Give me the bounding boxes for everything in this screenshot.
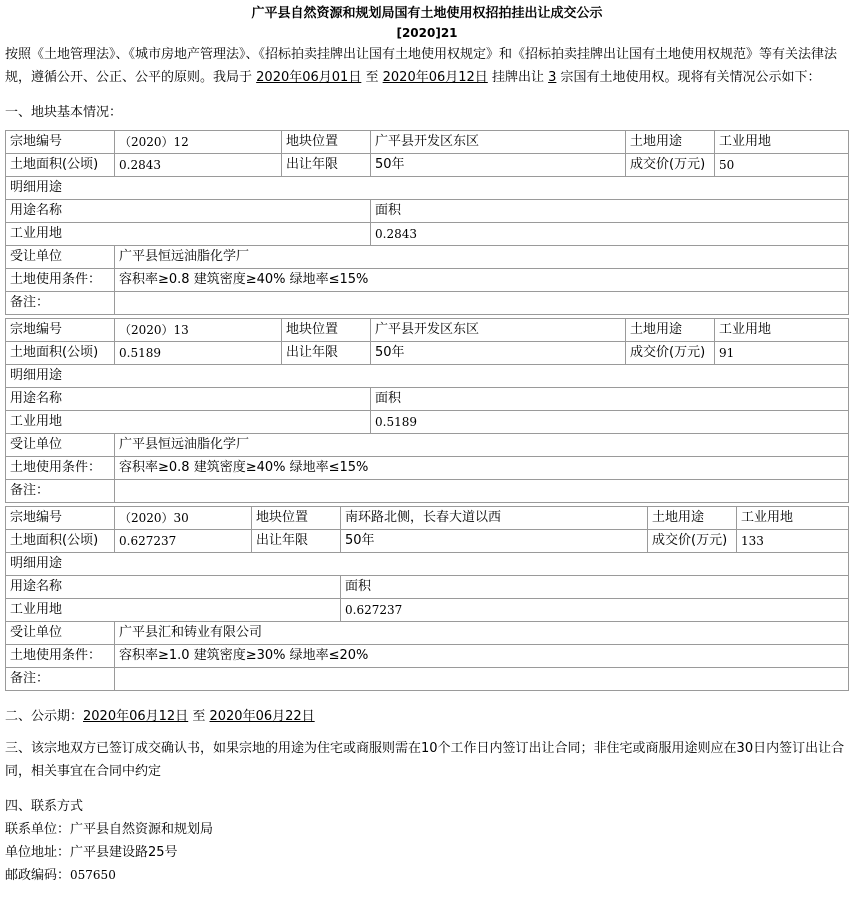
location-label: 地块位置 bbox=[252, 507, 341, 530]
table-row bbox=[6, 599, 849, 622]
conditions-value: 容积率≥0.8 建筑密度≥40% 绿地率≤15% bbox=[115, 269, 849, 292]
remarks-value bbox=[115, 292, 849, 315]
detail-use-label: 明细用途 bbox=[6, 365, 849, 388]
price-value: 91 bbox=[715, 342, 849, 365]
postcode-value: 057650 bbox=[70, 868, 116, 882]
price-label: 成交价(万元) bbox=[648, 530, 737, 553]
detail-area-value: 0.627237 bbox=[341, 599, 849, 622]
conditions-label: 土地使用条件： bbox=[6, 645, 115, 668]
transferee-label: 受让单位 bbox=[6, 246, 115, 269]
area-value: 0.5189 bbox=[115, 342, 282, 365]
price-value: 50 bbox=[715, 154, 849, 177]
remarks-label: 备注： bbox=[6, 480, 115, 503]
location-label: 地块位置 bbox=[282, 131, 371, 154]
land-use-value: 工业用地 bbox=[715, 319, 849, 342]
detail-name-value: 工业用地 bbox=[6, 411, 371, 434]
conditions-label: 土地使用条件： bbox=[6, 457, 115, 480]
transferee-value: 广平县恒远油脂化学厂 bbox=[115, 246, 849, 269]
use-area-label: 面积 bbox=[371, 388, 849, 411]
parcel-no-label: 宗地编号 bbox=[6, 507, 115, 530]
conditions-label: 土地使用条件： bbox=[6, 269, 115, 292]
land-use-label: 土地用途 bbox=[626, 131, 715, 154]
term-value: 50年 bbox=[341, 530, 648, 553]
conditions-value: 容积率≥0.8 建筑密度≥40% 绿地率≤15% bbox=[115, 457, 849, 480]
parcel-count: 3 bbox=[548, 70, 557, 85]
parcel-no-value: （2020）30 bbox=[115, 507, 252, 530]
price-label: 成交价(万元) bbox=[626, 154, 715, 177]
parcel-no-label: 宗地编号 bbox=[6, 319, 115, 342]
intro-text-1: 按照《土地管理法》、《城市房地产管理法》、《招标拍卖挂牌出让国有土地使用权规定》和《招标拍卖挂牌出让国有土地使用权规范》等有关法律法规，遵循公开、公正、公平的原则。我局于 bbox=[5, 47, 838, 85]
section-2-label: 二、公示期： bbox=[5, 709, 84, 724]
detail-use-label: 明细用途 bbox=[6, 177, 849, 200]
table-row bbox=[6, 200, 849, 223]
term-value: 50年 bbox=[371, 154, 626, 177]
table-row bbox=[6, 434, 849, 457]
term-label: 出让年限 bbox=[282, 154, 371, 177]
section-3-text: 三、该宗地双方已签订成交确认书，如果宗地的用途为住宅或商服则需在10个工作日内签订出让合同；非住宅或商服用途则应在30日内签订出让合同，相关事宜在合同中约定 bbox=[5, 741, 845, 779]
section-2-publicity-period bbox=[5, 705, 849, 729]
term-label: 出让年限 bbox=[252, 530, 341, 553]
area-label: 土地面积(公顷) bbox=[6, 154, 115, 177]
use-name-label: 用途名称 bbox=[6, 576, 341, 599]
parcel-table-3 bbox=[5, 506, 849, 691]
use-name-label: 用途名称 bbox=[6, 388, 371, 411]
detail-area-value: 0.2843 bbox=[371, 223, 849, 246]
price-label: 成交价(万元) bbox=[626, 342, 715, 365]
table-row bbox=[6, 246, 849, 269]
area-label: 土地面积(公顷) bbox=[6, 530, 115, 553]
area-value: 0.2843 bbox=[115, 154, 282, 177]
listing-start-date: 2020年06月01日 bbox=[256, 70, 362, 85]
land-use-label: 土地用途 bbox=[626, 319, 715, 342]
intro-text-2: 挂牌出让 bbox=[491, 70, 544, 85]
table-row bbox=[6, 342, 849, 365]
remarks-label: 备注： bbox=[6, 292, 115, 315]
detail-name-value: 工业用地 bbox=[6, 599, 341, 622]
location-label: 地块位置 bbox=[282, 319, 371, 342]
location-value: 南环路北侧，长春大道以西 bbox=[341, 507, 648, 530]
table-row bbox=[6, 668, 849, 691]
contact-postcode bbox=[5, 864, 849, 886]
table-row bbox=[6, 388, 849, 411]
section-2-to: 至 bbox=[192, 709, 206, 724]
table-row bbox=[6, 154, 849, 177]
intro-to: 至 bbox=[365, 70, 379, 85]
table-row bbox=[6, 319, 849, 342]
page-title: 广平县自然资源和规划局国有土地使用权招拍挂出让成交公示 bbox=[251, 6, 603, 21]
contact-unit: 联系单位：广平县自然资源和规划局 bbox=[5, 822, 214, 837]
table-row bbox=[6, 292, 849, 315]
table-row bbox=[6, 480, 849, 503]
location-value: 广平县开发区东区 bbox=[371, 131, 626, 154]
term-label: 出让年限 bbox=[282, 342, 371, 365]
use-area-label: 面积 bbox=[341, 576, 849, 599]
land-use-value: 工业用地 bbox=[715, 131, 849, 154]
remarks-value bbox=[115, 668, 849, 691]
publicity-end-date: 2020年06月22日 bbox=[209, 709, 315, 724]
table-row bbox=[6, 223, 849, 246]
contact-address: 单位地址：广平县建设路25号 bbox=[5, 845, 178, 860]
table-row bbox=[6, 530, 849, 553]
document-number: [2020]21 bbox=[396, 26, 458, 40]
parcel-table-2 bbox=[5, 318, 849, 503]
table-row bbox=[6, 645, 849, 668]
table-row bbox=[6, 365, 849, 388]
detail-name-value: 工业用地 bbox=[6, 223, 371, 246]
listing-end-date: 2020年06月12日 bbox=[382, 70, 488, 85]
transferee-value: 广平县汇和铸业有限公司 bbox=[115, 622, 849, 645]
remarks-label: 备注： bbox=[6, 668, 115, 691]
conditions-value: 容积率≥1.0 建筑密度≥30% 绿地率≤20% bbox=[115, 645, 849, 668]
table-row bbox=[6, 411, 849, 434]
area-label: 土地面积(公顷) bbox=[6, 342, 115, 365]
transferee-label: 受让单位 bbox=[6, 434, 115, 457]
parcel-table-1 bbox=[5, 130, 849, 315]
table-row bbox=[6, 177, 849, 200]
transferee-value: 广平县恒远油脂化学厂 bbox=[115, 434, 849, 457]
detail-area-value: 0.5189 bbox=[371, 411, 849, 434]
area-value: 0.627237 bbox=[115, 530, 252, 553]
land-use-value: 工业用地 bbox=[737, 507, 849, 530]
postcode-label: 邮政编码： bbox=[5, 868, 71, 883]
intro-paragraph bbox=[5, 41, 849, 89]
table-row bbox=[6, 576, 849, 599]
parcel-no-value: （2020）12 bbox=[115, 131, 282, 154]
location-value: 广平县开发区东区 bbox=[371, 319, 626, 342]
intro-text-3: 宗国有土地使用权。现将有关情况公示如下： bbox=[560, 70, 821, 85]
parcel-no-value: （2020）13 bbox=[115, 319, 282, 342]
section-4-heading: 四、联系方式 bbox=[5, 799, 84, 814]
section-1-heading: 一、地块基本情况： bbox=[5, 105, 123, 120]
table-row bbox=[6, 269, 849, 292]
detail-use-label: 明细用途 bbox=[6, 553, 849, 576]
land-use-label: 土地用途 bbox=[648, 507, 737, 530]
use-name-label: 用途名称 bbox=[6, 200, 371, 223]
table-row bbox=[6, 507, 849, 530]
table-row bbox=[6, 622, 849, 645]
table-row bbox=[6, 457, 849, 480]
use-area-label: 面积 bbox=[371, 200, 849, 223]
price-value: 133 bbox=[737, 530, 849, 553]
table-row bbox=[6, 553, 849, 576]
transferee-label: 受让单位 bbox=[6, 622, 115, 645]
parcel-no-label: 宗地编号 bbox=[6, 131, 115, 154]
publicity-start-date: 2020年06月12日 bbox=[83, 709, 189, 724]
table-row bbox=[6, 131, 849, 154]
remarks-value bbox=[115, 480, 849, 503]
term-value: 50年 bbox=[371, 342, 626, 365]
